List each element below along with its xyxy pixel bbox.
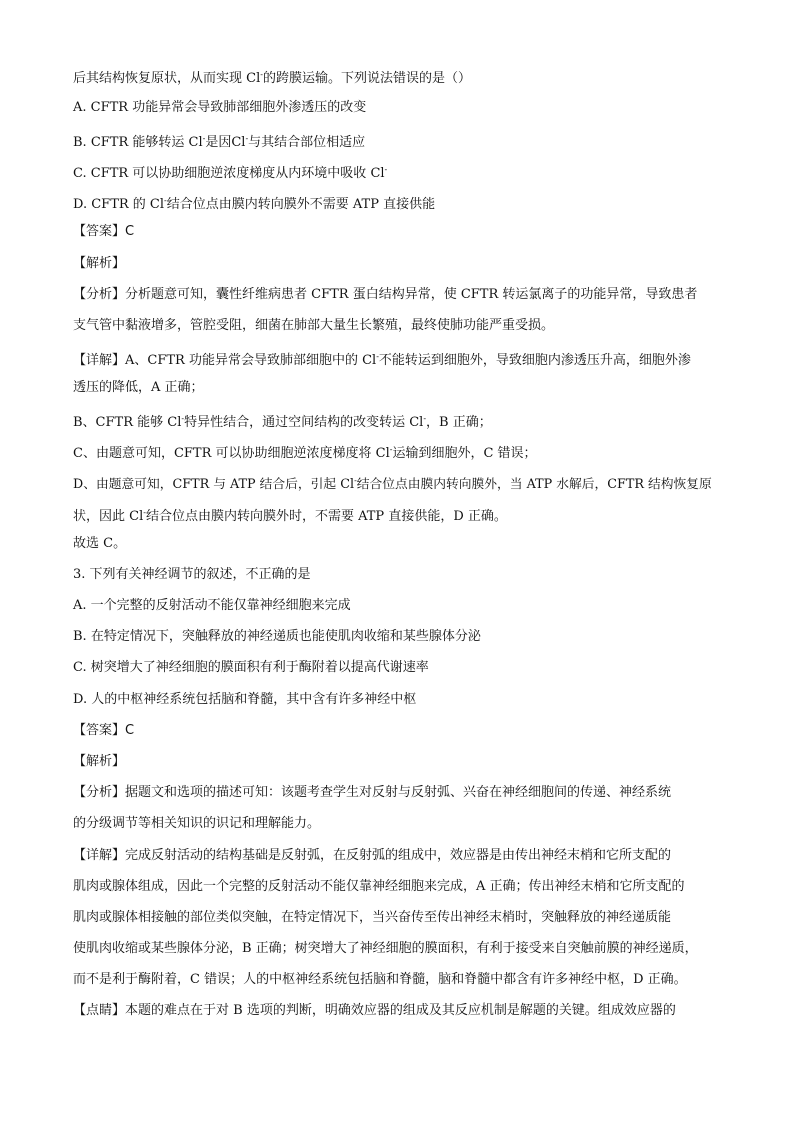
q3-option-b: B. 在特定情况下，突触释放的神经递质也能使肌肉收缩和某些腺体分泌	[73, 629, 481, 644]
q2-analysis-heading: 【解析】	[73, 256, 126, 271]
q2-option-c	[73, 161, 387, 183]
text: 不能转运到细胞外，导致细胞内渗透压升高，细胞外渗	[378, 353, 691, 368]
q2-conclusion: 故选 C。	[73, 536, 127, 551]
text: 后其结构恢复原状，从而实现 Cl	[73, 71, 261, 86]
text: 结合位点由膜内转向膜外时，不需要 ATP 直接供能，D 正确。	[145, 509, 507, 524]
q3-detail-line-1: 【详解】完成反射活动的结构基础是反射弧，在反射弧的组成中，效应器是由传出神经末梢和它所支配的	[73, 848, 672, 863]
superscript: -	[164, 196, 167, 205]
q3-key-point: 【点睛】本题的难点在于对 B 选项的判断，明确效应器的组成及其反应机制是解题的关键。组成效应器的	[73, 1003, 676, 1018]
q3-option-a: A. 一个完整的反射活动不能仅靠神经细胞来完成	[73, 598, 351, 613]
q3-option-c: C. 树突增大了神经细胞的膜面积有利于酶附着以提高代谢速率	[73, 660, 429, 675]
q2-stem-tail	[73, 66, 471, 88]
q3-answer: 【答案】C	[73, 723, 135, 738]
text: 结合位点由膜内转向膜外不需要 ATP 直接供能	[166, 197, 436, 212]
q3-analysis-line-1: 【分析】据题文和选项的描述可知：该题考查学生对反射与反射弧、兴奋在神经细胞间的传递、神经系统	[73, 785, 672, 800]
superscript: -	[181, 414, 185, 423]
q2-analysis-line-2: 支气管中黏液增多，管腔受阻，细菌在肺部大量生长繁殖，最终使肺功能严重受损。	[73, 318, 555, 333]
q2-answer: 【答案】C	[73, 224, 135, 239]
text: D、由题意可知，CFTR 与 ATP 结合后，引起 Cl	[73, 477, 355, 492]
q2-detail-line-2: 透压的降低，A 正确；	[73, 380, 204, 395]
q3-stem: 3. 下列有关神经调节的叙述，不正确的是	[73, 567, 311, 582]
q2-option-a: A. CFTR 功能异常会导致肺部细胞外渗透压的改变	[73, 100, 367, 115]
text: 结合位点由膜内转向膜外，当 ATP 水解后，CFTR 结构恢复原	[356, 477, 712, 492]
text: D. CFTR 的 Cl	[73, 197, 165, 212]
q2-detail-line-1	[73, 348, 691, 370]
text: C、由题意可知，CFTR 可以协助细胞逆浓度梯度将 Cl	[73, 446, 390, 461]
text: 与其结合部位相适应	[248, 135, 366, 150]
q3-option-d: D. 人的中枢神经系统包括脑和脊髓，其中含有许多神经中枢	[73, 692, 417, 707]
text: 【详解】A、CFTR 功能异常会导致肺部细胞中的 Cl	[73, 353, 377, 368]
superscript: -	[260, 70, 263, 79]
q3-detail-line-4: 使肌肉收缩或某些腺体分泌，B 正确；树突增大了神经细胞的膜面积，有利于接受来自突触前膜的神经递质，	[73, 941, 698, 956]
superscript: -	[354, 476, 357, 485]
q3-analysis-line-2: 的分级调节等相关知识的识记和理解能力。	[73, 816, 321, 831]
q3-detail-line-5: 而不是利于酶附着，C 错误；人的中枢神经系统包括脑和脊髓，脑和脊髓中都含有许多神经中枢，D 正确。	[73, 972, 687, 987]
q2-detail-line-3	[73, 410, 492, 432]
q2-analysis-line-1: 【分析】分析题意可知，囊性纤维病患者 CFTR 蛋白结构异常，使 CFTR 转运氯离子的功能异常，导致患者	[73, 287, 698, 302]
superscript: -	[202, 134, 206, 143]
q3-analysis-heading: 【解析】	[73, 754, 126, 769]
q3-detail-line-2: 肌肉或腺体组成，因此一个完整的反射活动不能仅靠神经细胞来完成，A 正确；传出神经末梢和它所支配的	[73, 879, 685, 894]
superscript: -	[389, 445, 393, 454]
text: C. CFTR 可以协助细胞逆浓度梯度从内环境中吸收 Cl	[73, 166, 385, 181]
text: 运输到细胞外，C 错误；	[392, 446, 537, 461]
q2-detail-line-4	[73, 441, 537, 463]
text: ，B 正确；	[426, 415, 492, 430]
superscript: -	[376, 352, 379, 361]
text: 的跨膜运输。下列说法错误的是（）	[262, 71, 471, 86]
q2-detail-line-5	[73, 472, 712, 494]
q3-detail-line-3: 肌肉或腺体相接触的部位类似突触，在特定情况下，当兴奋传至传出神经末梢时，突触释放的神经递质能	[73, 910, 672, 925]
text: B、CFTR 能够 Cl	[73, 415, 182, 430]
superscript: -	[384, 165, 388, 174]
text: B. CFTR 能够转运 Cl	[73, 135, 203, 150]
q2-detail-line-6	[73, 504, 507, 526]
superscript: -	[423, 414, 427, 423]
superscript: -	[245, 134, 249, 143]
text: 状，因此 Cl	[73, 509, 144, 524]
superscript: -	[143, 508, 146, 517]
q2-option-b	[73, 130, 365, 152]
text: 特异性结合，通过空间结构的改变转运 Cl	[184, 415, 424, 430]
text: 是因Cl	[205, 135, 246, 150]
q2-option-d	[73, 192, 435, 214]
